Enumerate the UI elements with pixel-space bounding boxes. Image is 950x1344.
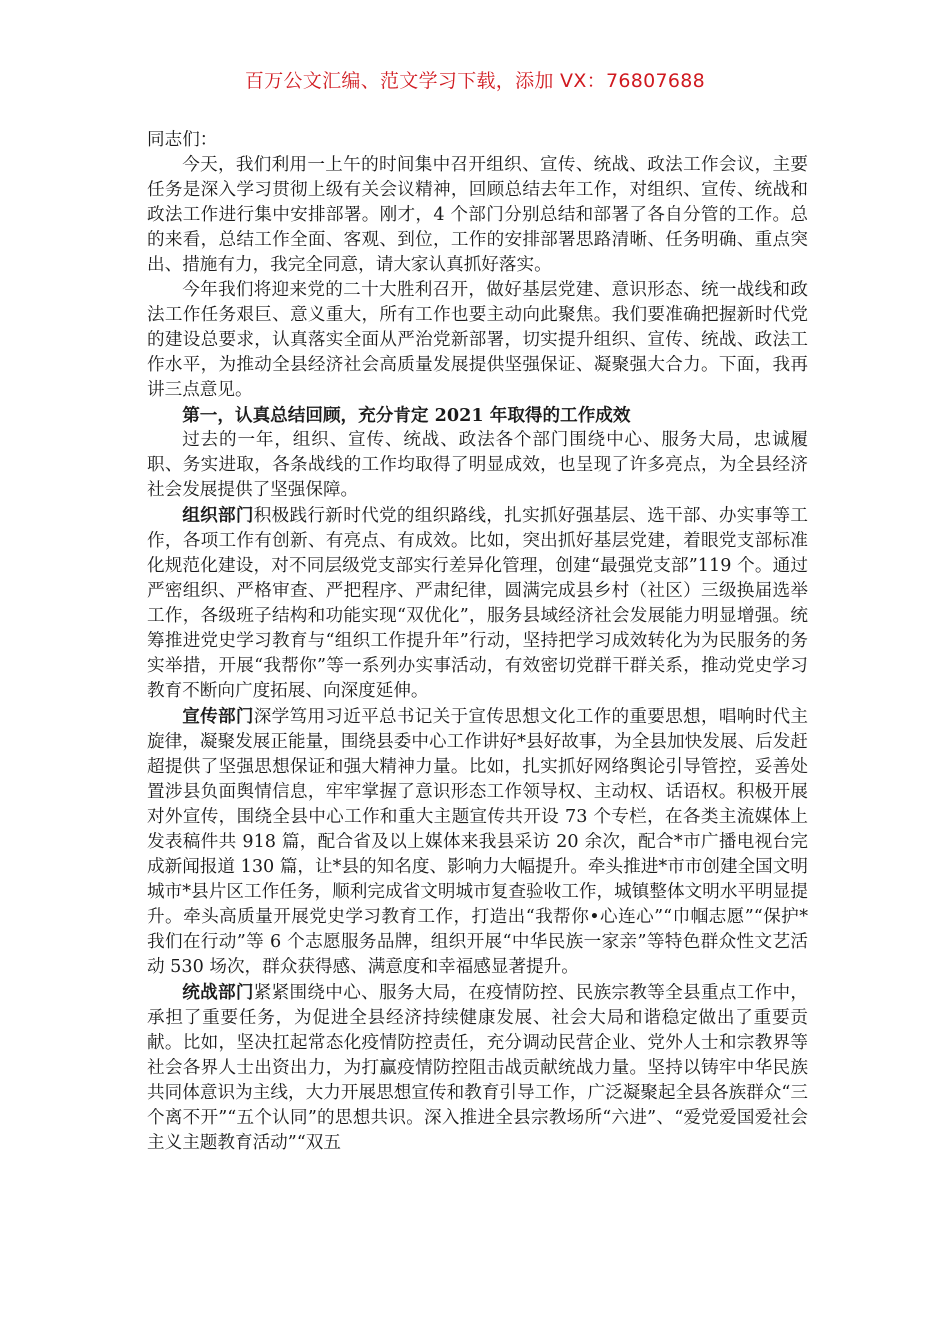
salutation: 同志们： (147, 130, 218, 150)
organization-dept-text: 积极践行新时代党的组织路线，扎实抓好强基层、选干部、办实事等工作，各项工作有创新、有亮点、有成效。比如，突出抓好基层党建，着眼党支部标准化规范化建设，对不同层级党支部实行差异化管理，创建“最强党支部”119 个。通过严密组织、严格审查、严把程序、严肃纪律，圆满完成县乡村（社区）三级换届选举工作，各级班子结构和功能实现“双优化”，服务县域经济社会发展能力明显增强。统筹推进党史学习教育与“组织工作提升年”行动，坚持把学习成效转化为为民服务的务实举措，开展“我帮你”等一系列办实事活动，有效密切党群干群关系，推动党史学习教育不断向广度拓展、向深度延伸。 (147, 506, 808, 701)
document-body (147, 128, 808, 1156)
paragraph-united-front (147, 980, 808, 1156)
propaganda-dept-text: 深学笃用习近平总书记关于宣传思想文化工作的重要思想，唱响时代主旋律，凝聚发展正能量，围绕县委中心工作讲好*县好故事，为全县加快发展、后发赶超提供了坚强思想保证和强大精神力量。比如，扎实抓好网络舆论引导管控，妥善处置涉县负面舆情信息，牢牢掌握了意识形态工作领导权、主动权、话语权。积极开展对外宣传，围绕全县中心工作和重大主题宣传共开设 73 个专栏，在各类主流媒体上发表稿件共 918 篇，配合省及以上媒体来我县采访 20 余次，配合*市广播电视台完成新闻报道 130 篇，让*县的知名度、影响力大幅提升。牵头推进*市市创建全国文明城市*县片区工作任务，顺利完成省文明城市复查验收工作，城镇整体文明水平明显提升。牵头高质量开展党史学习教育工作，打造出“我帮你•心连心”“巾帼志愿”“保护* 我们在行动”等 6 个志愿服务品牌，组织开展“中华民族一家亲”等特色群众性文艺活动 530 场次，群众获得感、满意度和幸福感显著提升。 (147, 707, 808, 977)
united-front-dept-label: 统战部门 (182, 982, 254, 1003)
propaganda-dept-label: 宣传部门 (182, 706, 254, 727)
paragraph-opening: 今天，我们利用一上午的时间集中召开组织、宣传、统战、政法工作会议，主要任务是深入学习贯彻上级有关会议精神，回顾总结去年工作，对组织、宣传、统战和政法工作进行集中安排部署。刚才，4 个部门分别总结和部署了各自分管的工作。总的来看，总结工作全面、客观、到位，工作的安排部署思路清晰、任务明确、重点突出、措施有力，我完全同意，请大家认真抓好落实。 (147, 155, 808, 275)
united-front-dept-text: 紧紧围绕中心、服务大局，在疫情防控、民族宗教等全县重点工作中，承担了重要任务，为促进全县经济持续健康发展、社会大局和谐稳定做出了重要贡献。比如，坚决扛起常态化疫情防控责任，充分调动民营企业、党外人士和宗教界等社会各界人士出资出力，为打赢疫情防控阻击战贡献统战力量。坚持以铸牢中华民族共同体意识为主线，大力开展思想宣传和教育引导工作，广泛凝聚起全县各族群众“三个离不开”“五个认同”的思想共识。深入推进全县宗教场所“六进”、“爱党爱国爱社会主义主题教育活动”“双五 (147, 983, 808, 1153)
section-heading-1: 第一，认真总结回顾，充分肯定 2021 年取得的工作成效 (182, 405, 631, 426)
paragraph-propaganda (147, 704, 808, 980)
watermark-banner: 百万公文汇编、范文学习下载，添加 VX：76807688 (244, 70, 706, 92)
organization-dept-label: 组织部门 (182, 505, 254, 526)
paragraph-review: 过去的一年，组织、宣传、统战、政法各个部门围绕中心、服务大局，忠诚履职、务实进取，各条战线的工作均取得了明显成效，也呈现了许多亮点，为全县经济社会发展提供了坚强保障。 (147, 430, 808, 500)
paragraph-organization (147, 503, 808, 704)
paragraph-context: 今年我们将迎来党的二十大胜利召开，做好基层党建、意识形态、统一战线和政法工作任务艰巨、意义重大，所有工作也要主动向此聚焦。我们要准确把握新时代党的建设总要求，认真落实全面从严治党新部署，切实提升组织、宣传、统战、政法工作水平，为推动全县经济社会高质量发展提供坚强保证、凝聚强大合力。下面，我再讲三点意见。 (147, 280, 808, 400)
